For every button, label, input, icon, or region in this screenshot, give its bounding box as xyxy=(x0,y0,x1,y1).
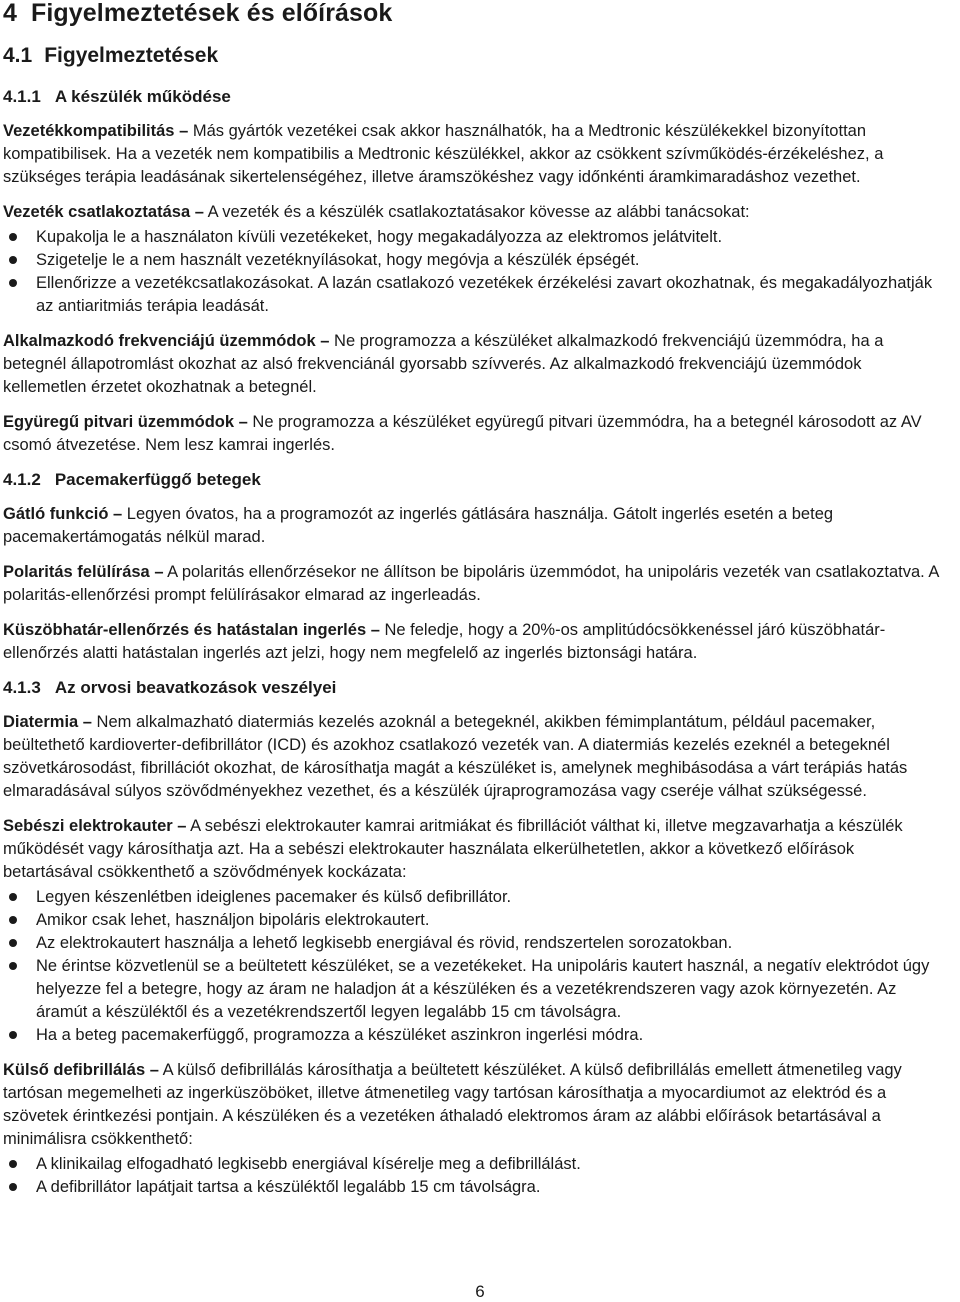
bullet-icon xyxy=(9,1183,17,1191)
bullet-icon xyxy=(9,893,17,901)
subsection-heading-pacemaker-dependent xyxy=(3,469,945,491)
paragraph-lead: Együregű pitvari üzemmódok – xyxy=(3,413,248,431)
paragraph-lead-polarity xyxy=(3,561,945,607)
list-item xyxy=(3,272,945,318)
list-item xyxy=(3,932,945,955)
paragraph-lead: Külső defibrillálás – xyxy=(3,1061,159,1079)
bullet-icon xyxy=(9,256,17,264)
chapter-number: 4 xyxy=(3,0,18,27)
paragraph-lead-diathermy xyxy=(3,711,945,803)
list-item xyxy=(3,1176,945,1199)
subsection-number: 4.1.1 xyxy=(3,87,41,106)
bullet-list-electrocautery xyxy=(3,886,945,1047)
list-item xyxy=(3,955,945,1024)
subsection-heading-medical-procedures xyxy=(3,677,945,699)
bullet-icon xyxy=(9,1031,17,1039)
bullet-list-defibrillation xyxy=(3,1153,945,1199)
section-title: Figyelmeztetések xyxy=(44,44,219,67)
section-number: 4.1 xyxy=(3,44,33,67)
list-item xyxy=(3,249,945,272)
subsection-number: 4.1.3 xyxy=(3,678,41,697)
bullet-icon xyxy=(9,1160,17,1168)
paragraph-text: A vezeték és a készülék csatlakoztatásakor kövesse az alábbi tanácsokat: xyxy=(203,203,750,221)
list-item xyxy=(3,909,945,932)
list-item-text: Kupakolja le a használaton kívüli vezetékeket, hogy megakadályozza az elektromos jelátvitelt. xyxy=(36,228,723,246)
paragraph-text: Ne feledje, hogy a 20%-os amplitúdócsökkenéssel járó küszöbhatár-ellenőrzés alatti hatástalan ingerlés azt jelzi, hogy nem megfelelő az ingerlés biztonsági határa. xyxy=(3,621,886,662)
paragraph-text: Nem alkalmazható diatermiás kezelés azoknál a betegeknél, akikben fémimplantátum, például pacemaker, beültethető kardioverter-defibrillátor (ICD) és azokhoz csatlakozó vezeték van. A diatermiás kezelés ezeknél a betegeknél szövetkárosodást, fibrillációt okozhat, de károsíthatja magát a készüléket is, amelynek meghibásodása a várt terápiás hatás elmaradásával súlyos szövődményekhez vezethet, és a készülék újraprogramozása vagy cseréje válhat szükségessé. xyxy=(3,713,908,800)
paragraph-text: A külső defibrillálás károsíthatja a beültetett készüléket. A külső defibrillálás emellett átmenetileg vagy tartósan megemelheti az ingerküszöböket, illetve átmenetileg vagy tartósan károsíthatja a myocardiumot az elektród és a szövetek érintkezési pontjain. A készüléken és a vezetéken áthaladó elektromos áram az alábbi előírások betartásával a minimálisra csökkenthető: xyxy=(3,1061,902,1148)
bullet-list-connection xyxy=(3,226,945,318)
paragraph-lead: Sebészi elektrokauter – xyxy=(3,817,187,835)
list-item xyxy=(3,886,945,909)
subsection-title: Az orvosi beavatkozások veszélyei xyxy=(54,678,337,697)
section-heading xyxy=(3,44,218,68)
paragraph-lead: Küszöbhatár-ellenőrzés és hatástalan ingerlés – xyxy=(3,621,380,639)
list-item-text: A defibrillátor lapátjait tartsa a készüléktől legalább 15 cm távolságra. xyxy=(36,1178,541,1196)
paragraph-lead-compatibility xyxy=(3,120,945,189)
list-item-text: Amikor csak lehet, használjon bipoláris elektrokautert. xyxy=(36,911,430,929)
list-item xyxy=(3,1153,945,1176)
paragraph-text: Más gyártók vezetékei csak akkor használhatók, ha a Medtronic készülékekkel bizonyítottan kompatibilisek. Ha a vezeték nem kompatibilis a Medtronic készülékkel, akkor az csökkent szívműködés-érzékeléshez, a szükséges terápia leadásának sikertelenségéhez, illetve áramszökéshez vagy időnkénti áramkimaradáshoz vezethet. xyxy=(3,122,884,186)
page-number: 6 xyxy=(475,1282,485,1301)
paragraph-lead-threshold xyxy=(3,619,945,665)
paragraph-lead: Gátló funkció – xyxy=(3,505,123,523)
paragraph-lead-rate-adaptive xyxy=(3,330,945,399)
bullet-icon xyxy=(9,279,17,287)
subsection-title: Pacemakerfüggő betegek xyxy=(54,470,261,489)
paragraph-lead-connection xyxy=(3,201,945,224)
list-item-text: A klinikailag elfogadható legkisebb energiával kísérelje meg a defibrillálást. xyxy=(36,1155,581,1173)
bullet-icon xyxy=(9,233,17,241)
list-item-text: Ha a beteg pacemakerfüggő, programozza a készüléket aszinkron ingerlési módra. xyxy=(36,1026,644,1044)
paragraph-lead: Vezetékkompatibilitás – xyxy=(3,122,189,140)
paragraph-text: A sebészi elektrokauter kamrai aritmiákat és fibrillációt válthat ki, illetve megzavarhatja a készülék működését vagy károsíthatja azt. Ha a sebészi elektrokauter használata elkerülhetetlen, akkor a következő előírások betartásával csökkenthető a szövődmények kockázata: xyxy=(3,817,903,881)
paragraph-text: Legyen óvatos, ha a programozót az ingerlés gátlására használja. Gátolt ingerlés esetén a beteg pacemakertámogatás nélkül marad. xyxy=(3,505,834,546)
list-item xyxy=(3,1024,945,1047)
paragraph-lead-inhibit xyxy=(3,503,945,549)
list-item-text: Ellenőrizze a vezetékcsatlakozásokat. A lazán csatlakozó vezetékek érzékelési zavart okozhatnak, és megakadályozhatják az antiaritmiás terápia leadását. xyxy=(36,274,933,315)
chapter-title: Figyelmeztetések és előírások xyxy=(31,0,393,27)
paragraph-lead-defibrillation xyxy=(3,1059,945,1151)
chapter-heading xyxy=(3,0,392,26)
page-content xyxy=(3,86,945,1211)
paragraph-text: Ne programozza a készüléket alkalmazkodó frekvenciájú üzemmódra, ha a betegnél állapotromlást okozhat az alsó frekvenciánál gyorsabb szívverés. Az alkalmazkodó frekvenciájú üzemmódok kellemetlen érzetet okozhatnak a betegnél. xyxy=(3,332,884,396)
paragraph-lead: Diatermia – xyxy=(3,713,92,731)
list-item-text: Legyen készenlétben ideiglenes pacemaker és külső defibrillátor. xyxy=(36,888,512,906)
subsection-heading-device-operation xyxy=(3,86,945,108)
list-item-text: Ne érintse közvetlenül se a beültetett készüléket, se a vezetékeket. Ha unipoláris kautert használ, a negatív elektródot úgy helyezze fel a betegre, hogy az áram ne haladjon át a készüléken és a vezetékrendszeren vagy azok környezetén. Az áramút a készüléktől és a vezetékrendszertől legyen legalább 15 cm távolságra. xyxy=(36,957,930,1021)
paragraph-lead: Alkalmazkodó frekvenciájú üzemmódok – xyxy=(3,332,330,350)
subsection-title: A készülék működése xyxy=(54,87,231,106)
paragraph-lead: Vezeték csatlakoztatása – xyxy=(3,203,204,221)
paragraph-text: Ne programozza a készüléket együregű pitvari üzemmódra, ha a betegnél károsodott az AV csomó átvezetése. Nem lesz kamrai ingerlés. xyxy=(3,413,922,454)
paragraph-text: A polaritás ellenőrzésekor ne állítson be bipoláris üzemmódot, ha unipoláris vezeték van csatlakoztatva. A polaritás-ellenőrzési prompt felülírásakor elmarad az ingerleadás. xyxy=(3,563,939,604)
paragraph-lead-electrocautery xyxy=(3,815,945,884)
paragraph-lead: Polaritás felülírása – xyxy=(3,563,164,581)
bullet-icon xyxy=(9,939,17,947)
list-item xyxy=(3,226,945,249)
bullet-icon xyxy=(9,962,17,970)
bullet-icon xyxy=(9,916,17,924)
subsection-number: 4.1.2 xyxy=(3,470,41,489)
paragraph-lead-single-chamber xyxy=(3,411,945,457)
list-item-text: Az elektrokautert használja a lehető legkisebb energiával és rövid, rendszertelen sorozatokban. xyxy=(36,934,733,952)
list-item-text: Szigetelje le a nem használt vezetéknyílásokat, hogy megóvja a készülék épségét. xyxy=(36,251,640,269)
